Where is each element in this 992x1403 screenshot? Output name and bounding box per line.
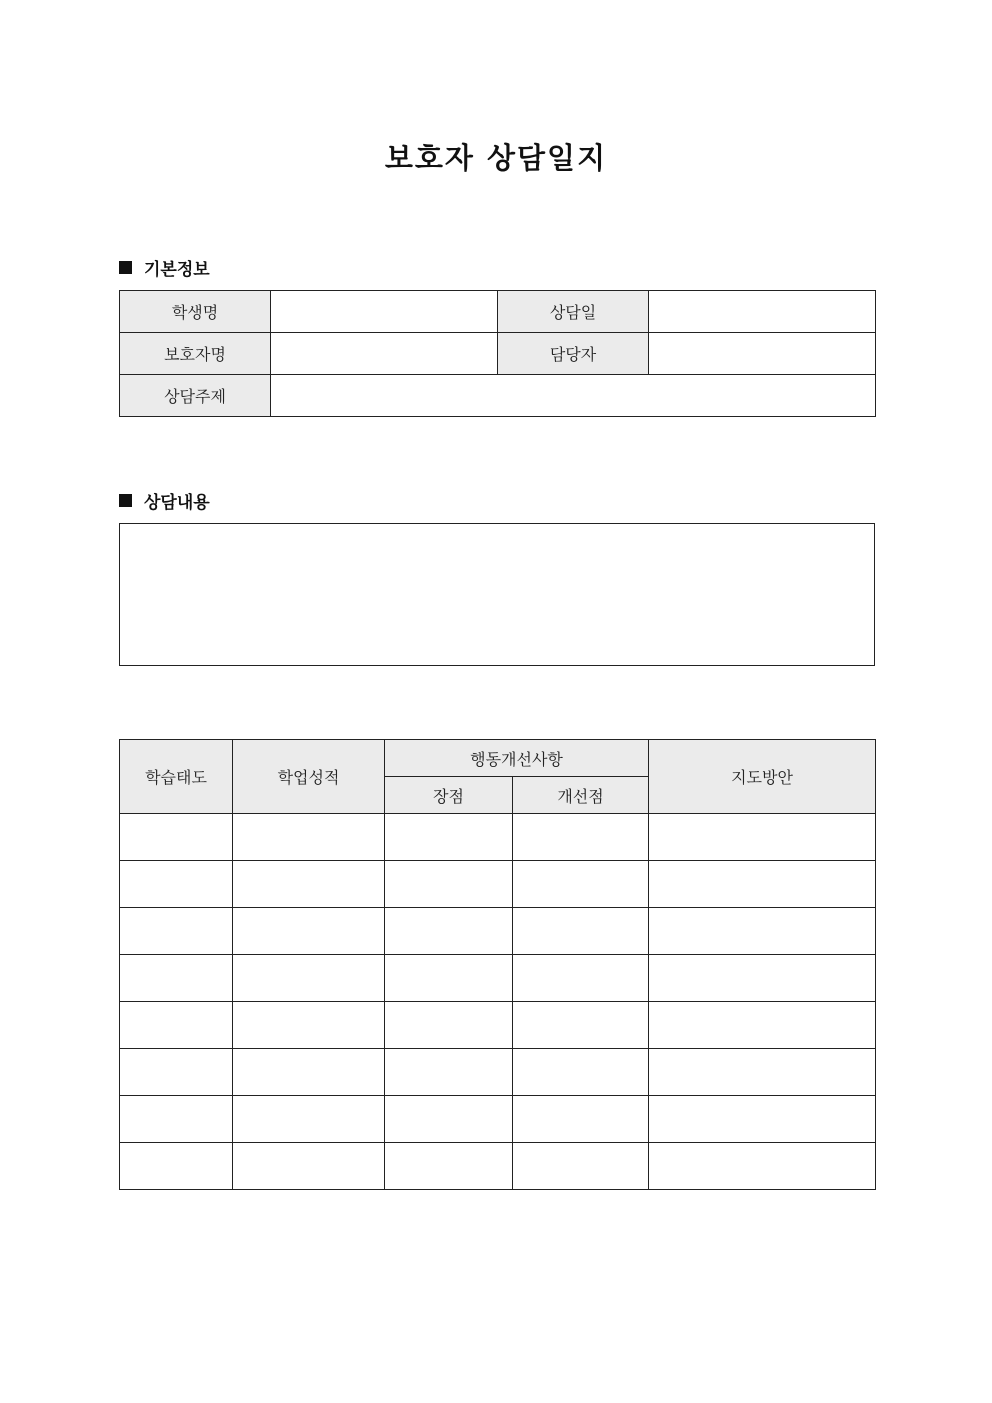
- improvements-cell[interactable]: [513, 955, 649, 1002]
- guidance-header: 지도방안: [649, 740, 876, 814]
- strengths-cell[interactable]: [385, 861, 513, 908]
- student-name-field[interactable]: [271, 291, 498, 333]
- topic-field[interactable]: [271, 375, 876, 417]
- table-row: [120, 1049, 876, 1096]
- improvements-cell[interactable]: [513, 1096, 649, 1143]
- section-heading-consultation: [119, 488, 210, 513]
- section-heading-label: 기본정보: [144, 260, 210, 280]
- consultation-content-box[interactable]: [119, 523, 875, 666]
- square-bullet-icon: [119, 494, 132, 507]
- attitude-cell[interactable]: [120, 1143, 233, 1190]
- grades-cell[interactable]: [233, 908, 385, 955]
- attitude-cell[interactable]: [120, 814, 233, 861]
- improvements-cell[interactable]: [513, 1143, 649, 1190]
- guidance-cell[interactable]: [649, 1049, 876, 1096]
- grades-cell[interactable]: [233, 1002, 385, 1049]
- record-table: [119, 739, 876, 1190]
- square-bullet-icon: [119, 261, 132, 274]
- grades-header: 학업성적: [233, 740, 385, 814]
- strengths-cell[interactable]: [385, 1096, 513, 1143]
- strengths-cell[interactable]: [385, 955, 513, 1002]
- strengths-cell[interactable]: [385, 814, 513, 861]
- table-row: [120, 908, 876, 955]
- grades-cell[interactable]: [233, 1049, 385, 1096]
- strengths-header: 장점: [385, 777, 513, 814]
- improvements-header: 개선점: [513, 777, 649, 814]
- guidance-cell[interactable]: [649, 955, 876, 1002]
- improvements-cell[interactable]: [513, 1002, 649, 1049]
- teacher-label: 담당자: [498, 333, 649, 375]
- attitude-cell[interactable]: [120, 1096, 233, 1143]
- improvements-cell[interactable]: [513, 1049, 649, 1096]
- table-row: [120, 1002, 876, 1049]
- improvements-cell[interactable]: [513, 861, 649, 908]
- grades-cell[interactable]: [233, 814, 385, 861]
- attitude-cell[interactable]: [120, 1002, 233, 1049]
- section-heading-label: 상담내용: [144, 493, 210, 513]
- attitude-cell[interactable]: [120, 1049, 233, 1096]
- guidance-cell[interactable]: [649, 908, 876, 955]
- table-row: [120, 814, 876, 861]
- grades-cell[interactable]: [233, 1096, 385, 1143]
- strengths-cell[interactable]: [385, 1002, 513, 1049]
- table-row: [120, 955, 876, 1002]
- improvements-cell[interactable]: [513, 814, 649, 861]
- guidance-cell[interactable]: [649, 814, 876, 861]
- topic-label: 상담주제: [120, 375, 271, 417]
- attitude-cell[interactable]: [120, 955, 233, 1002]
- guardian-name-field[interactable]: [271, 333, 498, 375]
- guidance-cell[interactable]: [649, 861, 876, 908]
- student-name-label: 학생명: [120, 291, 271, 333]
- attitude-cell[interactable]: [120, 908, 233, 955]
- teacher-field[interactable]: [649, 333, 876, 375]
- behavior-header: 행동개선사항: [385, 740, 649, 777]
- grades-cell[interactable]: [233, 1143, 385, 1190]
- improvements-cell[interactable]: [513, 908, 649, 955]
- strengths-cell[interactable]: [385, 1143, 513, 1190]
- grades-cell[interactable]: [233, 955, 385, 1002]
- section-heading-basic-info: [119, 255, 210, 280]
- strengths-cell[interactable]: [385, 908, 513, 955]
- guidance-cell[interactable]: [649, 1002, 876, 1049]
- consult-date-label: 상담일: [498, 291, 649, 333]
- grades-cell[interactable]: [233, 861, 385, 908]
- page-title: 보호자 상담일지: [384, 141, 608, 175]
- strengths-cell[interactable]: [385, 1049, 513, 1096]
- table-row: [120, 1096, 876, 1143]
- consult-date-field[interactable]: [649, 291, 876, 333]
- attitude-cell[interactable]: [120, 861, 233, 908]
- guardian-name-label: 보호자명: [120, 333, 271, 375]
- table-row: [120, 861, 876, 908]
- guidance-cell[interactable]: [649, 1143, 876, 1190]
- table-row: [120, 1143, 876, 1190]
- basic-info-table: [119, 290, 876, 417]
- attitude-header: 학습태도: [120, 740, 233, 814]
- guidance-cell[interactable]: [649, 1096, 876, 1143]
